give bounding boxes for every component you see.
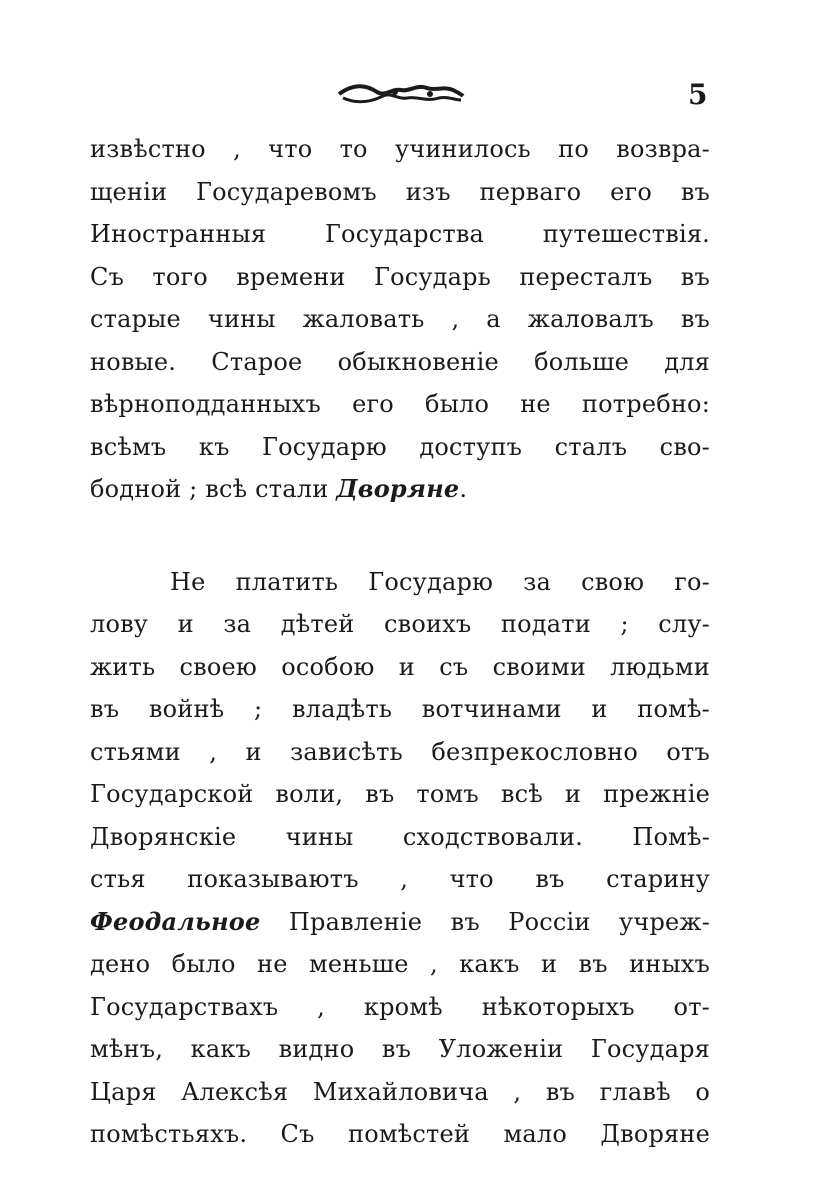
text-line: дено было не меньше , какъ и въ иныхъ [90, 950, 710, 978]
text-line: Съ того времени Государь пересталъ въ [90, 262, 710, 291]
page-number: 5 [688, 78, 708, 111]
text-line: Иностранныя Государства путешествія. [90, 220, 710, 248]
text-line: Государствахъ , кромѣ нѣкоторыхъ от- [90, 992, 710, 1021]
page-header [0, 70, 840, 120]
emphasized-word: Дворяне [336, 474, 460, 503]
text-line: лову и за дѣтей своихъ подати ; слу- [90, 610, 710, 638]
text-line: всѣмъ къ Государю доступъ сталъ сво- [90, 432, 710, 461]
text-line [90, 901, 710, 944]
text-line: жить своею особою и съ своими людьми [90, 652, 710, 681]
text-line: Не платить Государю за свою го- [170, 567, 710, 596]
body-text [90, 128, 710, 1156]
text-line: въ войнѣ ; владѣть вотчинами и помѣ- [90, 695, 710, 723]
text-line: вѣрноподданныхъ его было не потребно: [90, 390, 710, 418]
text-segment: бодной ; всѣ стали [90, 475, 337, 503]
paragraph-2 [90, 561, 710, 1156]
paragraph-1 [90, 128, 710, 511]
text-line: стья показываютъ , что въ старину [90, 865, 710, 893]
text-line: извѣстно , что то учинилось по возвра- [90, 135, 710, 163]
text-line: старые чины жаловать , а жаловалъ въ [90, 305, 710, 333]
text-line [90, 468, 710, 511]
emphasized-word: Феодальное [90, 906, 261, 936]
text-line: помѣстьяхъ. Съ помѣстей мало Дворяне [90, 1120, 710, 1148]
text-line: новые. Старое обыкновеніе больше для [90, 347, 710, 376]
ornament-icon [335, 78, 465, 108]
text-line: стьями , и зависѣть безпрекословно отъ [90, 737, 710, 766]
text-line: Царя Алексѣя Михайловича , въ главѣ о [90, 1077, 710, 1106]
text-line: мѣнъ, какъ видно въ Уложеніи Государя [90, 1035, 710, 1063]
text-line: щеніи Государевомъ изъ перваго его въ [90, 177, 710, 206]
paragraph-gap [90, 511, 710, 561]
text-segment: . [459, 475, 468, 503]
text-segment: Правленіе въ Россіи учреж- [260, 907, 710, 936]
text-line: Дворянскіе чины сходствовали. Помѣ- [90, 822, 710, 851]
text-line: Государской воли, въ томъ всѣ и прежніе [90, 780, 710, 808]
